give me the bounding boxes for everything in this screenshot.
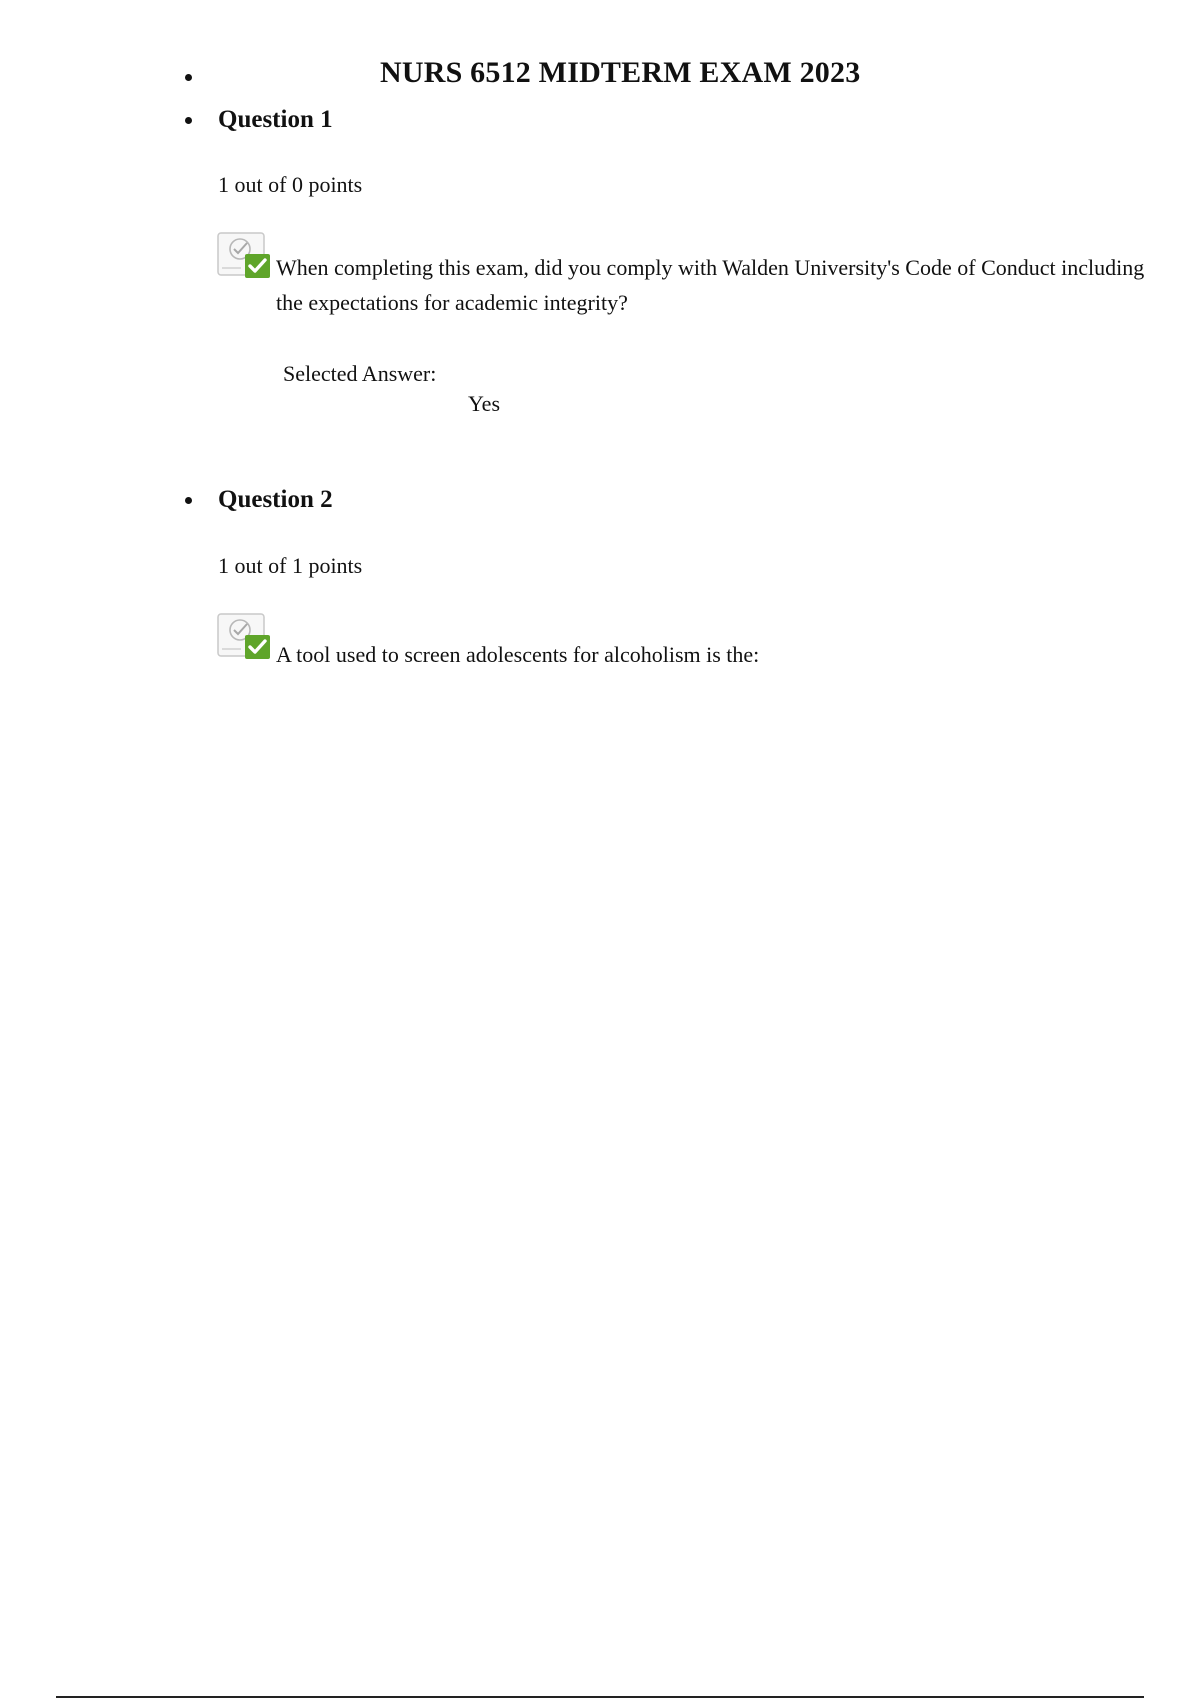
correct-answer-check-icon xyxy=(217,613,271,661)
question-2-points: 1 out of 1 points xyxy=(218,553,363,578)
selected-answer-label: Selected Answer: xyxy=(283,361,437,386)
question-2-heading: Question 2 xyxy=(218,486,333,513)
list-bullet xyxy=(185,74,192,81)
page-title: NURS 6512 MIDTERM EXAM 2023 xyxy=(380,56,861,89)
list-bullet xyxy=(185,497,192,504)
question-1-text: When completing this exam, did you comply with Walden University's Code of Conduct including the expectations for academic integrity? xyxy=(276,255,1145,315)
question-1-points: 1 out of 0 points xyxy=(218,172,363,197)
list-bullet xyxy=(185,117,192,124)
question-2-text: A tool used to screen adolescents for alcoholism is the: xyxy=(276,642,760,667)
question-1-heading: Question 1 xyxy=(218,106,333,133)
correct-answer-check-icon xyxy=(217,232,271,280)
selected-answer-value: Yes xyxy=(468,391,501,416)
page-bottom-rule xyxy=(56,1696,1144,1698)
